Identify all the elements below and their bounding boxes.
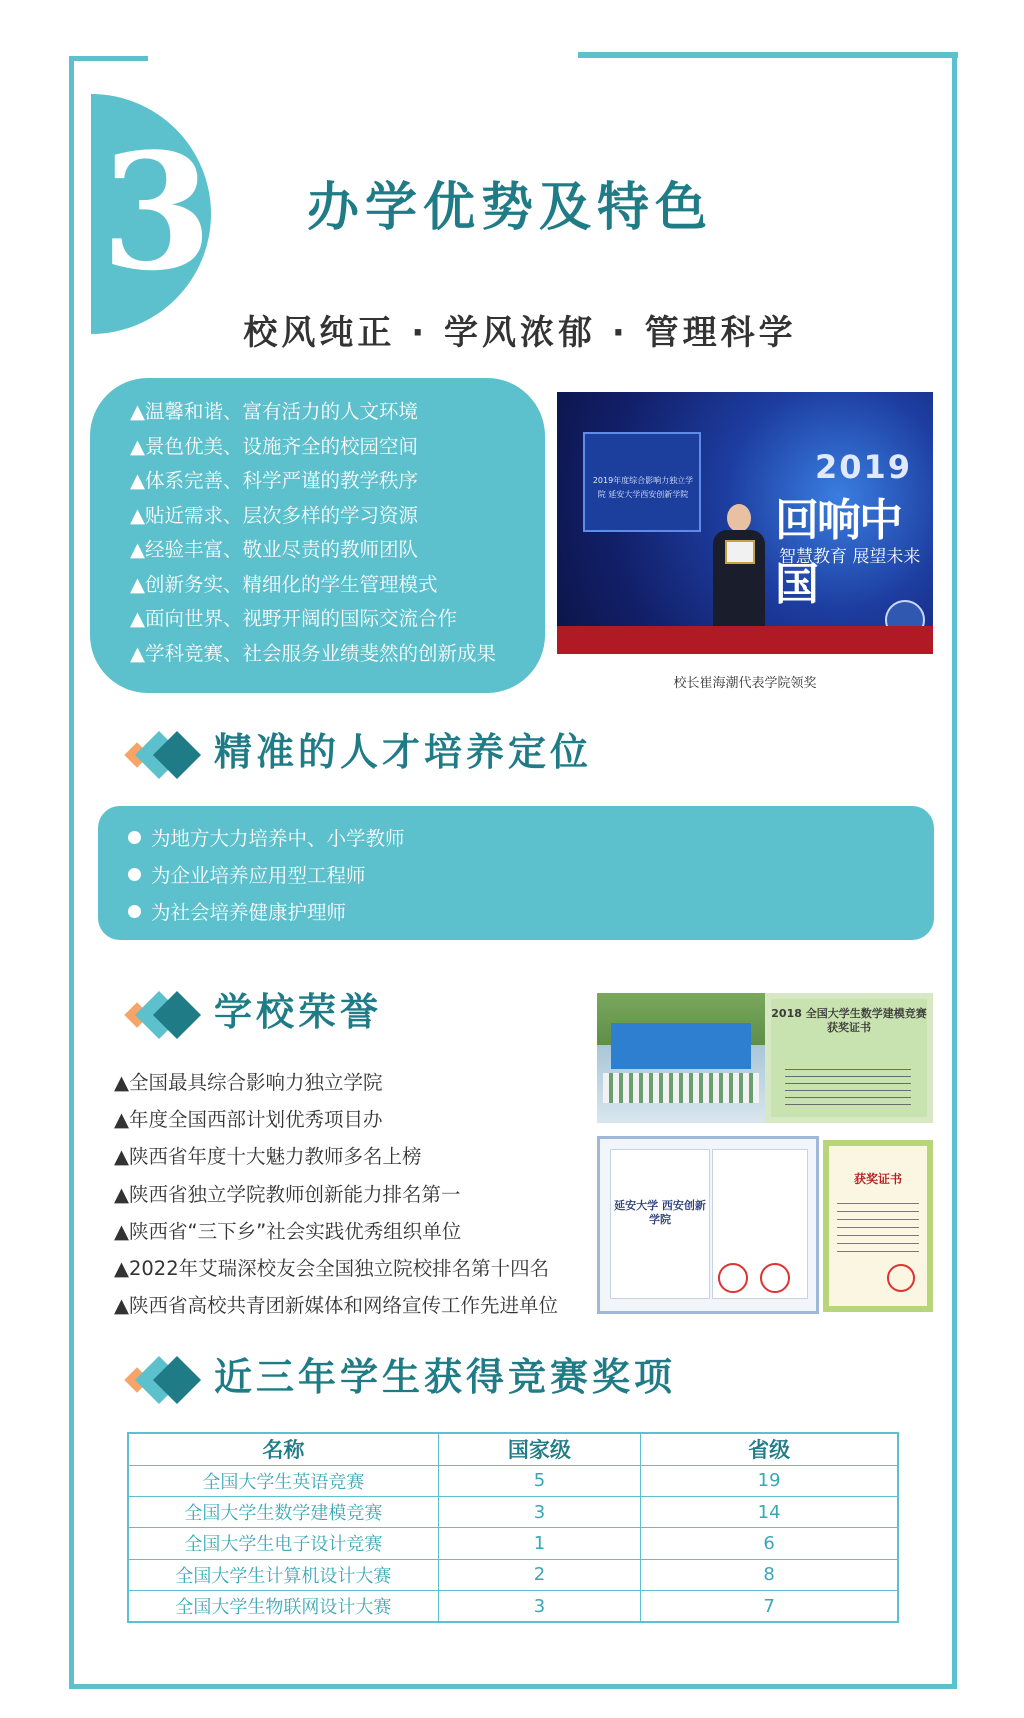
- photo-banner: 回响中国: [775, 495, 901, 610]
- competitions-section-title: 近三年学生获得竞赛奖项: [214, 1354, 677, 1399]
- national-count: 5: [438, 1465, 640, 1496]
- training-item: 为社会培养健康护理师: [128, 894, 934, 931]
- provincial-count: 7: [641, 1591, 898, 1622]
- competitions-table: [127, 1432, 899, 1623]
- provincial-count: 19: [641, 1465, 898, 1496]
- column-header-provincial: 省级: [641, 1433, 898, 1465]
- national-count: 3: [438, 1591, 640, 1622]
- honor-item: ▲陕西省年度十大魅力教师多名上榜: [114, 1145, 422, 1169]
- frame-bottom: [69, 1684, 957, 1689]
- section-number: 3: [101, 118, 213, 306]
- training-item: 为企业培养应用型工程师: [128, 857, 934, 894]
- national-count: 2: [438, 1559, 640, 1590]
- university-certificate: [597, 1136, 819, 1314]
- award-plaque: [725, 540, 755, 564]
- table-row: [128, 1559, 898, 1590]
- campus-event-photo: [597, 993, 765, 1123]
- award-ceremony-photo: [557, 392, 933, 654]
- page-title: 办学优势及特色: [306, 177, 713, 238]
- event-crowd: [603, 1073, 759, 1103]
- training-section-title: 精准的人才培养定位: [214, 729, 593, 774]
- event-stage: [611, 1023, 751, 1069]
- stage-floor: [557, 626, 933, 654]
- honor-item: ▲年度全国西部计划优秀项目办: [114, 1108, 383, 1132]
- certificate-title: 获奖证书: [853, 1172, 902, 1186]
- table-row: [128, 1591, 898, 1622]
- table-row: [128, 1528, 898, 1559]
- training-card: [98, 806, 934, 940]
- red-seal-icon: [760, 1263, 790, 1293]
- feature-item: ▲面向世界、视野开阔的国际交流合作: [130, 607, 457, 630]
- award-certificate: [823, 1140, 933, 1312]
- frame-left: [69, 56, 74, 1688]
- diamond-icon: [124, 734, 204, 774]
- certificate-text-lines: [837, 1196, 919, 1256]
- diamond-icon: [124, 994, 204, 1034]
- honor-item: ▲陕西省高校共青团新媒体和网络宣传工作先进单位: [114, 1294, 558, 1318]
- honors-section-title: 学校荣誉: [214, 989, 383, 1034]
- feature-item: ▲学科竞赛、社会服务业绩斐然的创新成果: [130, 641, 496, 665]
- column-header-name: 名称: [128, 1433, 438, 1465]
- provincial-count: 6: [641, 1528, 898, 1559]
- training-item: 为地方大力培养中、小学教师: [128, 820, 934, 857]
- photo-slogan: 智慧教育 展望未来: [779, 547, 921, 567]
- certificate-title: 2018 全国大学生数学建模竞赛 获奖证书: [771, 1007, 927, 1034]
- math-modeling-certificate: [765, 993, 933, 1123]
- column-header-national: 国家级: [438, 1433, 640, 1465]
- table-header-row: [128, 1433, 898, 1465]
- competition-name: 全国大学生英语竞赛: [128, 1465, 438, 1496]
- certificate-school-name: 延安大学 西安创新学院: [614, 1199, 706, 1226]
- honors-list: [114, 1064, 558, 1324]
- award-board-text: 2019年度综合影响力独立学院 延安大学西安创新学院: [592, 476, 694, 499]
- feature-item: ▲经验丰富、敬业尽责的教师团队: [130, 538, 418, 561]
- competition-name: 全国大学生电子设计竞赛: [128, 1528, 438, 1559]
- award-board: [583, 432, 701, 532]
- frame-top-left: [70, 56, 148, 61]
- honor-item: ▲全国最具综合影响力独立学院: [114, 1071, 383, 1094]
- photo-caption: 校长崔海潮代表学院领奖: [673, 676, 817, 691]
- frame-top-right: [578, 52, 958, 58]
- certificate-text-lines: [785, 1063, 911, 1107]
- national-count: 3: [438, 1496, 640, 1527]
- feature-item: ▲贴近需求、层次多样的学习资源: [130, 503, 418, 527]
- red-seal-icon: [718, 1263, 748, 1293]
- features-card: [90, 378, 545, 693]
- table-row: [128, 1465, 898, 1496]
- motto: 校风纯正 · 学风浓郁 · 管理科学: [243, 313, 797, 353]
- national-count: 1: [438, 1528, 640, 1559]
- honor-item: ▲2022年艾瑞深校友会全国独立院校排名第十四名: [114, 1257, 550, 1281]
- table-row: [128, 1496, 898, 1527]
- competition-name: 全国大学生物联网设计大赛: [128, 1591, 438, 1622]
- honor-item: ▲陕西省“三下乡”社会实践优秀组织单位: [114, 1219, 462, 1243]
- diamond-icon: [124, 1359, 204, 1399]
- person-head: [727, 504, 751, 532]
- feature-item: ▲体系完善、科学严谨的教学秩序: [130, 469, 418, 492]
- competition-name: 全国大学生计算机设计大赛: [128, 1559, 438, 1590]
- provincial-count: 14: [641, 1496, 898, 1527]
- red-seal-icon: [887, 1264, 915, 1292]
- competition-name: 全国大学生数学建模竞赛: [128, 1496, 438, 1527]
- provincial-count: 8: [641, 1559, 898, 1590]
- honor-item: ▲陕西省独立学院教师创新能力排名第一: [114, 1182, 461, 1206]
- feature-item: ▲景色优美、设施齐全的校园空间: [130, 434, 418, 458]
- feature-item: ▲温馨和谐、富有活力的人文环境: [130, 400, 418, 423]
- frame-right: [952, 52, 957, 1688]
- photo-year: 2019: [815, 448, 913, 486]
- feature-item: ▲创新务实、精细化的学生管理模式: [130, 572, 438, 596]
